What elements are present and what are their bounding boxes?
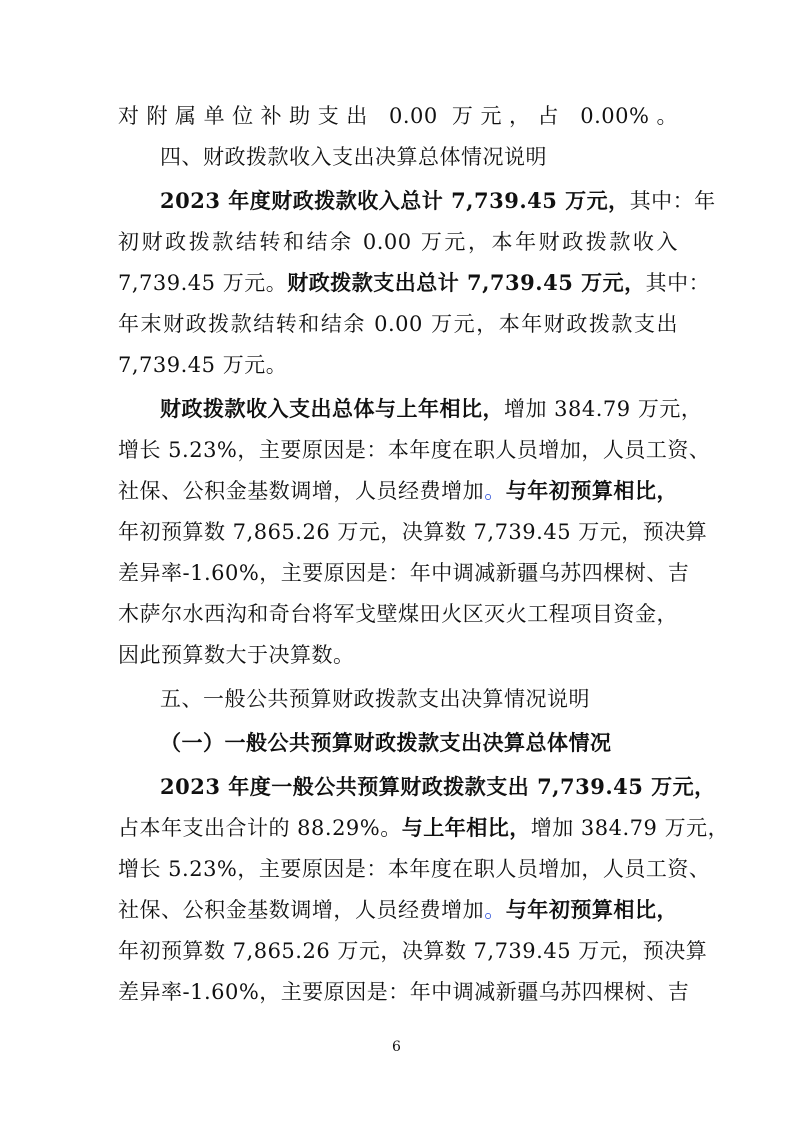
line-text: 差异率-1.60%，主要原因是：年中调减新疆乌苏四棵树、吉 — [118, 980, 690, 1004]
paragraph-line — [118, 640, 678, 670]
paragraph-line — [118, 854, 711, 884]
section-heading-4 — [160, 142, 678, 172]
paragraph-line — [118, 895, 678, 925]
paragraph-line — [118, 435, 711, 465]
section-heading-5 — [160, 684, 678, 714]
line-text: 其中： — [645, 271, 711, 295]
paragraph-line — [118, 558, 690, 588]
line-text: 7,739.45 万元。 — [118, 353, 288, 377]
paragraph-line — [118, 977, 690, 1007]
paragraph-line — [160, 186, 716, 216]
paragraph-line — [118, 517, 708, 547]
bold-text: 与年初预算相比， — [505, 478, 679, 503]
paragraph-line — [118, 101, 678, 131]
line-text: 初财政拨款结转和结余 0.00 万元，本年财政拨款收入 — [118, 230, 678, 254]
line-text: 增加 384.79 万元， — [504, 397, 703, 421]
line-text: 年末财政拨款结转和结余 0.00 万元，本年财政拨款支出 — [118, 312, 678, 336]
line-text: 社保、公积金基数调增，人员经费增加 — [118, 479, 485, 503]
heading-text: 四、财政拨款收入支出决算总体情况说明 — [160, 145, 547, 169]
line-text: 社保、公积金基数调增，人员经费增加 — [118, 898, 485, 922]
bold-text: 与上年相比， — [401, 815, 531, 840]
paragraph-line — [160, 394, 703, 424]
line-text: 7,739.45 万元。 — [118, 271, 288, 295]
line-text: 增长 5.23%，主要原因是：本年度在职人员增加，人员工资、 — [118, 438, 711, 462]
line-text: 年初预算数 7,865.26 万元，决算数 7,739.45 万元，预决算 — [118, 520, 708, 544]
line-text: 年初预算数 7,865.26 万元，决算数 7,739.45 万元，预决算 — [118, 939, 708, 963]
subsection-heading — [160, 728, 678, 758]
line-text: 木萨尔水西沟和奇台将军戈壁煤田火区灭火工程项目资金， — [118, 602, 678, 626]
bold-text: 财政拨款支出总计 7,739.45 万元， — [287, 270, 646, 295]
bold-text: 财政拨款收入支出总体与上年相比， — [160, 396, 504, 421]
paragraph-line — [118, 813, 730, 843]
paragraph-line — [118, 268, 711, 298]
line-text: 占本年支出合计的 88.29%。 — [118, 816, 402, 840]
bold-text: 2023 年度一般公共预算财政拨款支出 7,739.45 万元， — [160, 774, 716, 799]
paragraph-line — [118, 309, 678, 339]
paragraph-line — [118, 936, 708, 966]
paragraph-line — [118, 599, 678, 629]
paragraph-line — [118, 350, 678, 380]
heading-text: 五、一般公共预算财政拨款支出决算情况说明 — [160, 687, 590, 711]
paragraph-line — [118, 227, 678, 257]
bold-text: 与年初预算相比， — [505, 897, 679, 922]
punctuation: 。 — [484, 479, 506, 503]
line-text: 增加 384.79 万元， — [530, 816, 730, 840]
page-number: 6 — [392, 1039, 401, 1055]
bold-text: 2023 年度财政拨款收入总计 7,739.45 万元， — [160, 188, 630, 213]
line-text: 增长 5.23%，主要原因是：本年度在职人员增加，人员工资、 — [118, 857, 711, 881]
punctuation: 。 — [484, 898, 506, 922]
line-text: 差异率-1.60%，主要原因是：年中调减新疆乌苏四棵树、吉 — [118, 561, 690, 585]
paragraph-line — [118, 476, 678, 506]
line-text: 因此预算数大于决算数。 — [118, 643, 355, 667]
line-text: 对附属单位补助支出 0.00 万元，占 0.00%。 — [118, 104, 678, 128]
line-text: 其中：年 — [629, 189, 716, 213]
paragraph-line — [160, 772, 716, 802]
bold-text: （一）一般公共预算财政拨款支出决算总体情况 — [160, 730, 612, 755]
